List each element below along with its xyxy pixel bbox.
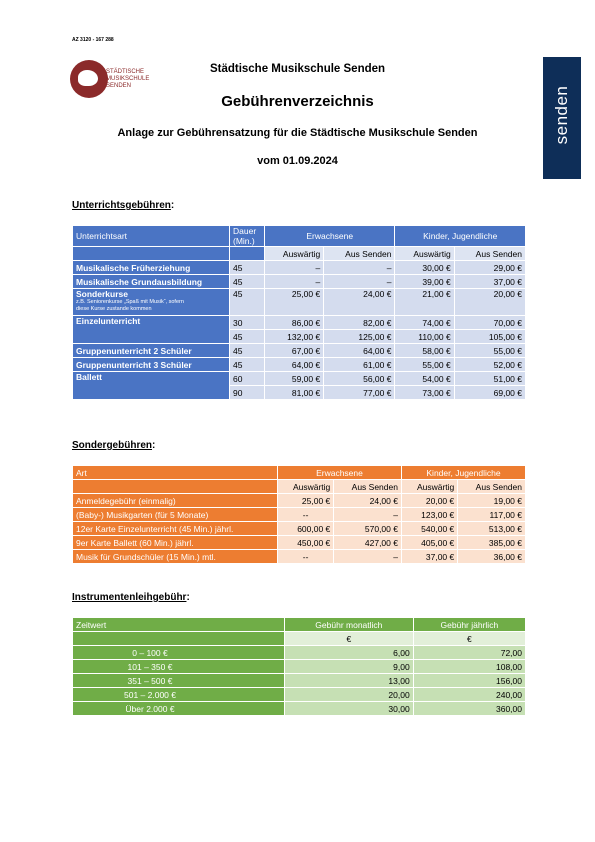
cell-value: 6,00 [285,646,414,660]
cell-value: 110,00 € [395,330,454,344]
cell-dauer: 90 [230,386,265,400]
cell-value: – [334,508,402,522]
row-label: Sonderkurse z.B. Seniorenkurse „Spaß mit Musik“, sofern diese Kurse zustande kommen [73,289,230,316]
row-label: Einzelunterricht [73,316,230,344]
cell-value: 52,00 € [454,358,525,372]
table-row [73,702,526,716]
cell-value: 64,00 € [324,344,395,358]
cell-value: 74,00 € [395,316,454,330]
row-label: (Baby-) Musikgarten (für 5 Monate) [73,508,278,522]
cell-value: 82,00 € [324,316,395,330]
table-row [73,358,526,372]
cell-value: 70,00 € [454,316,525,330]
currency-label: € [413,632,525,646]
row-label: Gruppenunterricht 3 Schüler [73,358,230,372]
row-label: Ballett [73,372,230,400]
table-row [73,550,526,564]
cell-value: 72,00 [413,646,525,660]
table-row [73,688,526,702]
col-header-auswaertig: Auswärtig [278,480,334,494]
col-header-kinder: Kinder, Jugendliche [395,226,526,247]
cell-value: – [324,261,395,275]
cell-value: 73,00 € [395,386,454,400]
row-label: 101 – 350 € [73,660,285,674]
cell-value: 600,00 € [278,522,334,536]
cell-value: 54,00 € [395,372,454,386]
cell-value: 56,00 € [324,372,395,386]
table-row [73,508,526,522]
col-header-aus-senden: Aus Senden [454,247,525,261]
row-label: 0 – 100 € [73,646,285,660]
cell-value: 20,00 [285,688,414,702]
cell-value: 450,00 € [278,536,334,550]
row-label: 351 – 500 € [73,674,285,688]
cell-value: -- [278,550,334,564]
header-filler [230,247,265,261]
col-header-auswaertig: Auswärtig [265,247,324,261]
stadt-senden-badge [543,57,581,198]
logo-line: MUSIKSCHULE [106,76,150,82]
badge-word: senden [552,85,571,145]
row-label: Musikalische Grundausbildung [73,275,230,289]
cell-dauer: 45 [230,261,265,275]
col-header-erwachsene: Erwachsene [265,226,395,247]
cell-value: 123,00 € [401,508,457,522]
cell-value: 20,00 € [401,494,457,508]
row-label: Musikalische Früherziehung [73,261,230,275]
cell-value: 540,00 € [401,522,457,536]
table-row [73,372,526,386]
table-row [73,289,526,316]
logo-line: STÄDTISCHE [106,69,145,75]
row-label: 9er Karte Ballett (60 Min.) jährl. [73,536,278,550]
cell-dauer: 45 [230,358,265,372]
row-label: 12er Karte Einzelunterricht (45 Min.) jährl. [73,522,278,536]
cell-value: 240,00 [413,688,525,702]
table-row [73,261,526,275]
header-filler [73,247,230,261]
music-note-icon: ♪ [94,58,101,74]
cell-value: 55,00 € [395,358,454,372]
sonder-table [72,465,526,564]
currency-label: € [285,632,414,646]
cell-value: 61,00 € [324,358,395,372]
cell-value: -- [278,508,334,522]
logo-line: SENDEN [106,83,132,89]
cell-value: 108,00 [413,660,525,674]
cell-value: 86,00 € [265,316,324,330]
col-header-zeitwert: Zeitwert [73,618,285,632]
table-row [73,646,526,660]
cell-value: 570,00 € [334,522,402,536]
cell-value: 13,00 [285,674,414,688]
table-row [73,494,526,508]
table-row [73,536,526,550]
cell-value: 19,00 € [458,494,526,508]
table-row [73,674,526,688]
cell-value: 67,00 € [265,344,324,358]
table-row [73,316,526,330]
cell-dauer: 45 [230,275,265,289]
cell-value: 427,00 € [334,536,402,550]
cell-value: 39,00 € [395,275,454,289]
header-filler [73,632,285,646]
row-label: Anmeldegebühr (einmalig) [73,494,278,508]
cell-value: 513,00 € [458,522,526,536]
cell-value: 360,00 [413,702,525,716]
cell-value: 24,00 € [324,289,395,316]
cell-value: 20,00 € [454,289,525,316]
cell-value: 117,00 € [458,508,526,522]
col-header-jaehrlich: Gebühr jährlich [413,618,525,632]
col-header-aus-senden: Aus Senden [334,480,402,494]
cell-dauer: 45 [230,289,265,316]
cell-value: 55,00 € [454,344,525,358]
cell-value: – [324,275,395,289]
row-label: Über 2.000 € [73,702,285,716]
header-filler [73,480,278,494]
cell-value: 37,00 € [454,275,525,289]
col-header-auswaertig: Auswärtig [395,247,454,261]
cell-dauer: 30 [230,316,265,330]
col-header-monatlich: Gebühr monatlich [285,618,414,632]
school-name: Städtische Musikschule Senden [209,63,386,75]
col-header-erwachsene: Erwachsene [278,466,402,480]
col-header-art: Art [73,466,278,480]
cell-value: – [265,275,324,289]
section-heading-instrument: Instrumentenleihgebühr: [72,592,190,603]
row-label: 501 – 2.000 € [73,688,285,702]
col-header-aus-senden: Aus Senden [324,247,395,261]
row-note: z.B. Seniorenkurse „Spaß mit Musik“, sofern [76,299,184,305]
section-heading-unterricht: Unterrichtsgebühren: [72,200,175,211]
cell-value: 24,00 € [334,494,402,508]
col-header-art: Unterrichtsart [73,226,230,247]
cell-value: 58,00 € [395,344,454,358]
col-header-auswaertig: Auswärtig [401,480,457,494]
col-header-dauer: Dauer (Min.) [230,226,265,247]
cell-value: 21,00 € [395,289,454,316]
unterricht-table [72,225,526,400]
cell-value: 81,00 € [265,386,324,400]
page-subtitle: Anlage zur Gebührensatzung für die Städtische Musikschule Senden [117,127,478,139]
cell-value: 9,00 [285,660,414,674]
cell-value: 25,00 € [278,494,334,508]
cell-value: 30,00 € [395,261,454,275]
row-note: diese Kurse zustande kommen [76,306,152,312]
cell-value: 29,00 € [454,261,525,275]
cell-dauer: 60 [230,372,265,386]
badge-small-text: Stadt [557,187,563,198]
table-row [73,344,526,358]
col-header-aus-senden: Aus Senden [458,480,526,494]
cell-value: 105,00 € [454,330,525,344]
page-title: Gebührenverzeichnis [221,93,374,110]
cell-value: 36,00 € [458,550,526,564]
cell-value: 69,00 € [454,386,525,400]
cell-value: 125,00 € [324,330,395,344]
row-label: Musik für Grundschüler (15 Min.) mtl. [73,550,278,564]
cell-value: 51,00 € [454,372,525,386]
cell-value: – [334,550,402,564]
cell-value: – [265,261,324,275]
coat-of-arms-icon [556,206,567,219]
cell-value: 132,00 € [265,330,324,344]
cell-value: 385,00 € [458,536,526,550]
row-label: Gruppenunterricht 2 Schüler [73,344,230,358]
cell-value: 25,00 € [265,289,324,316]
file-reference: AZ 3120 - 167 288 [72,37,114,43]
effective-date: vom 01.09.2024 [257,155,338,167]
cell-value: 59,00 € [265,372,324,386]
cell-value: 37,00 € [401,550,457,564]
table-row [73,522,526,536]
cell-value: 77,00 € [324,386,395,400]
table-row [73,275,526,289]
cell-dauer: 45 [230,330,265,344]
cell-dauer: 45 [230,344,265,358]
table-row [73,660,526,674]
cell-value: 64,00 € [265,358,324,372]
col-header-kinder: Kinder, Jugendliche [401,466,525,480]
cell-value: 30,00 [285,702,414,716]
cell-value: 405,00 € [401,536,457,550]
cell-value: 156,00 [413,674,525,688]
instrument-table [72,617,526,716]
section-heading-sonder: Sondergebühren: [72,440,156,451]
